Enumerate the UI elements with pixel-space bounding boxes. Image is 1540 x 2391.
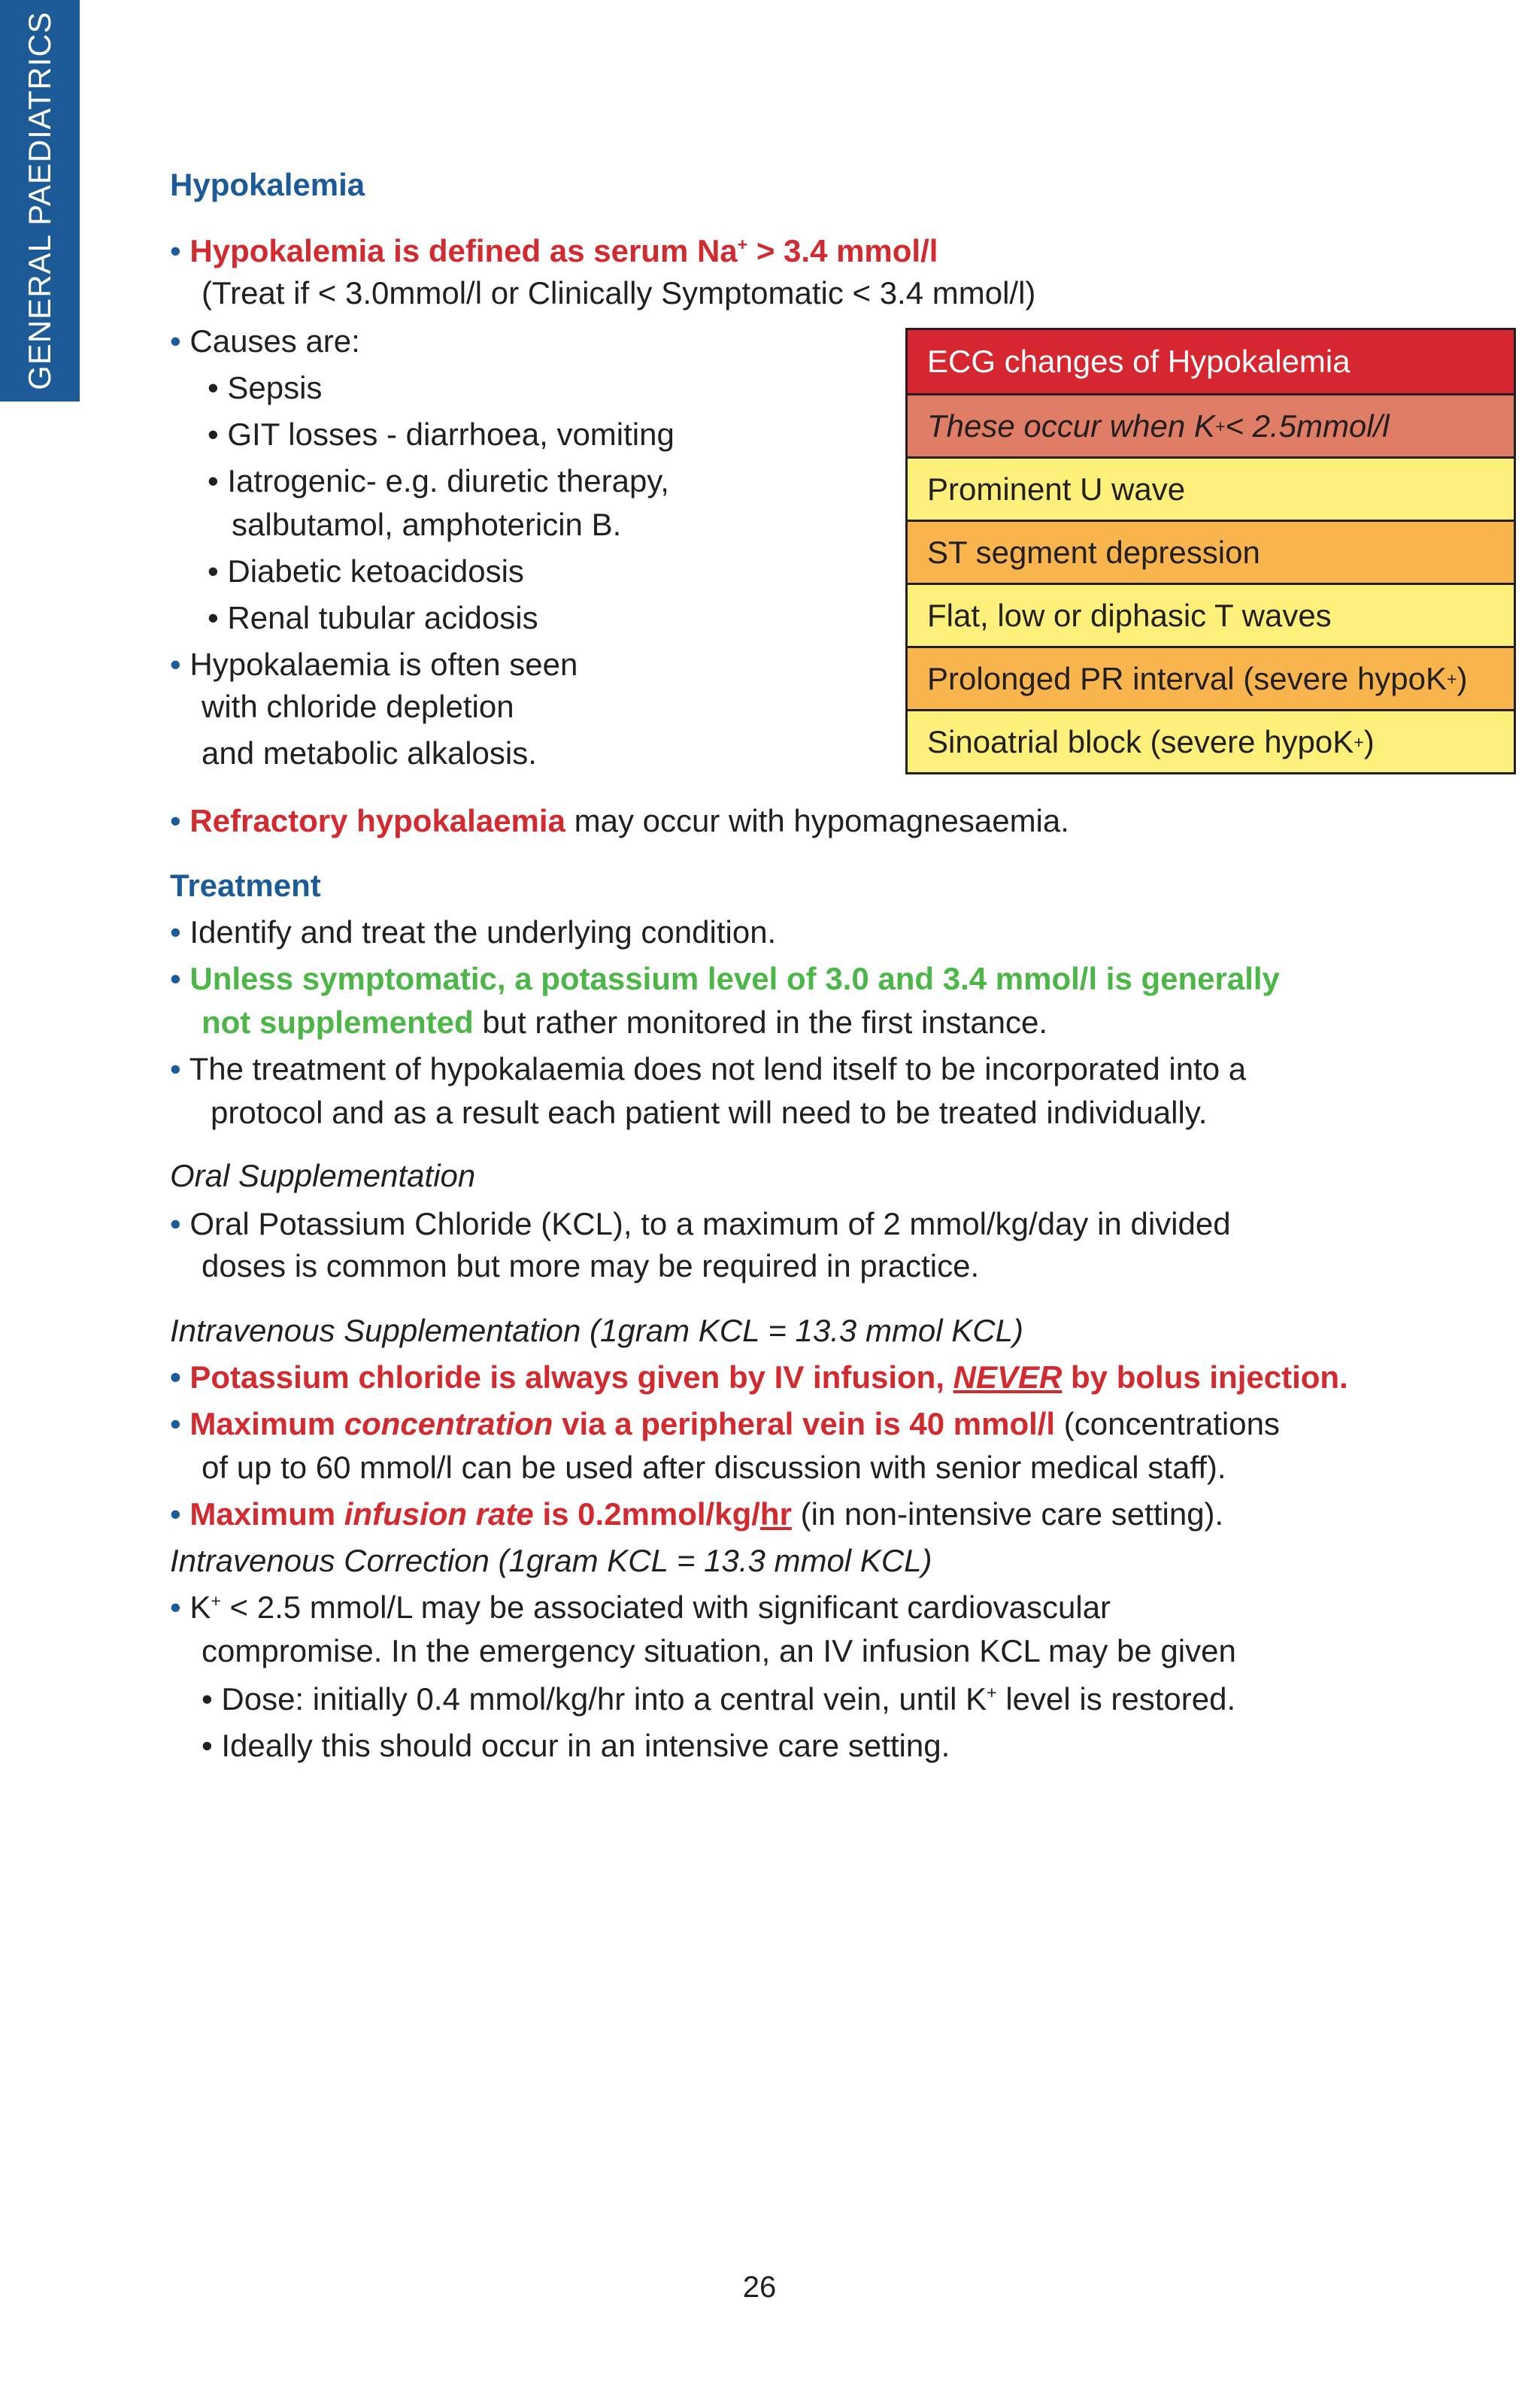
correction-sub-bullet: • Ideally this should occur in an intensive care setting.: [202, 1728, 950, 1763]
oral-heading: Oral Supplementation: [170, 1158, 476, 1193]
section-tab-label: GENERAL PAEDIATRICS: [22, 11, 57, 390]
ecg-table-row: Flat, low or diphasic T waves: [908, 583, 1514, 646]
ecg-changes-table: [905, 328, 1516, 774]
treatment-bullet: • The treatment of hypokalaemia does not lend itself to be incorporated into a: [170, 1051, 1247, 1086]
bullet-icon: •: [170, 1359, 190, 1395]
chloride-line: and metabolic alkalosis.: [202, 735, 537, 771]
iv-bullet: • Maximum concentration via a peripheral vein is 40 mmol/l (concentrations: [170, 1406, 1280, 1441]
definition-bullet: [170, 232, 938, 271]
section-side-tab: [0, 0, 80, 402]
chloride-bullet: • Hypokalaemia is often seen: [170, 647, 578, 682]
bullet-icon: •: [170, 647, 190, 682]
page-title: Hypokalemia: [170, 167, 365, 202]
treatment-line: protocol and as a result each patient will need to be treated individually.: [211, 1095, 1208, 1130]
treatment-bullet: • Unless symptomatic, a potassium level of 3.0 and 3.4 mmol/l is generally: [170, 961, 1280, 996]
correction-heading: Intravenous Correction (1gram KCL = 13.3 mmol KCL): [170, 1543, 932, 1578]
correction-bullet: • K+ < 2.5 mmol/L may be associated with significant cardiovascular: [170, 1589, 1111, 1625]
iv-heading: Intravenous Supplementation (1gram KCL = 13.3 mmol KCL): [170, 1313, 1023, 1348]
definition-sup: +: [737, 235, 748, 254]
cause-item: • Sepsis: [208, 370, 323, 405]
treatment-bullet: • Identify and treat the underlying condition.: [170, 914, 777, 950]
ecg-table-row: Prominent U wave: [908, 456, 1514, 520]
bullet-icon: •: [170, 914, 190, 950]
oral-line: doses is common but more may be required in practice.: [202, 1248, 980, 1283]
correction-line: compromise. In the emergency situation, an IV infusion KCL may be given: [202, 1633, 1236, 1668]
bullet-icon: •: [170, 803, 190, 838]
refractory-bullet: • Refractory hypokalaemia may occur with hypomagnesaemia.: [170, 803, 1069, 838]
causes-intro: • Causes are:: [170, 323, 360, 359]
bullet-icon: •: [170, 1051, 189, 1086]
definition-note: (Treat if < 3.0mmol/l or Clinically Symptomatic < 3.4 mmol/l): [202, 275, 1036, 311]
cause-item: • GIT losses - diarrhoea, vomiting: [208, 417, 675, 452]
definition-rest: > 3.4 mmol/l: [747, 233, 938, 268]
oral-bullet: • Oral Potassium Chloride (KCL), to a maximum of 2 mmol/kg/day in divided: [170, 1206, 1231, 1241]
cause-item-continued: salbutamol, amphotericin B.: [232, 507, 622, 542]
bullet-icon: •: [170, 1589, 190, 1625]
bullet-icon: •: [170, 1406, 190, 1441]
cause-item: • Iatrogenic- e.g. diuretic therapy,: [208, 463, 669, 499]
iv-line: of up to 60 mmol/l can be used after discussion with senior medical staff).: [202, 1450, 1226, 1485]
chloride-line: with chloride depletion: [202, 689, 514, 724]
definition-text: Hypokalemia is defined as serum Na: [189, 233, 738, 268]
cause-item: • Diabetic ketoacidosis: [208, 553, 524, 589]
treatment-line: not supplemented but rather monitored in the first instance.: [202, 1005, 1048, 1040]
correction-sub-bullet: • Dose: initially 0.4 mmol/kg/hr into a central vein, until K+ level is restored.: [202, 1681, 1236, 1717]
bullet-icon: •: [170, 1496, 190, 1532]
bullet-icon: •: [170, 961, 190, 996]
bullet-icon: •: [170, 323, 190, 359]
ecg-table-row: Sinoatrial block (severe hypoK + ): [908, 709, 1514, 772]
ecg-table-header: ECG changes of Hypokalemia: [908, 330, 1514, 393]
ecg-table-subheader: These occur when K + < 2.5mmol/l: [908, 393, 1514, 456]
bullet-icon: •: [170, 1206, 190, 1241]
ecg-table-row: ST segment depression: [908, 520, 1514, 583]
ecg-table-row: Prolonged PR interval (severe hypoK + ): [908, 646, 1514, 709]
iv-bullet: • Maximum infusion rate is 0.2mmol/kg/hr (in non-intensive care setting).: [170, 1496, 1224, 1532]
cause-item: • Renal tubular acidosis: [208, 600, 538, 635]
iv-bullet: • Potassium chloride is always given by IV infusion, NEVER by bolus injection.: [170, 1359, 1348, 1395]
treatment-heading: Treatment: [170, 868, 321, 903]
bullet-icon: •: [170, 233, 190, 268]
page-number: 26: [742, 2271, 777, 2304]
